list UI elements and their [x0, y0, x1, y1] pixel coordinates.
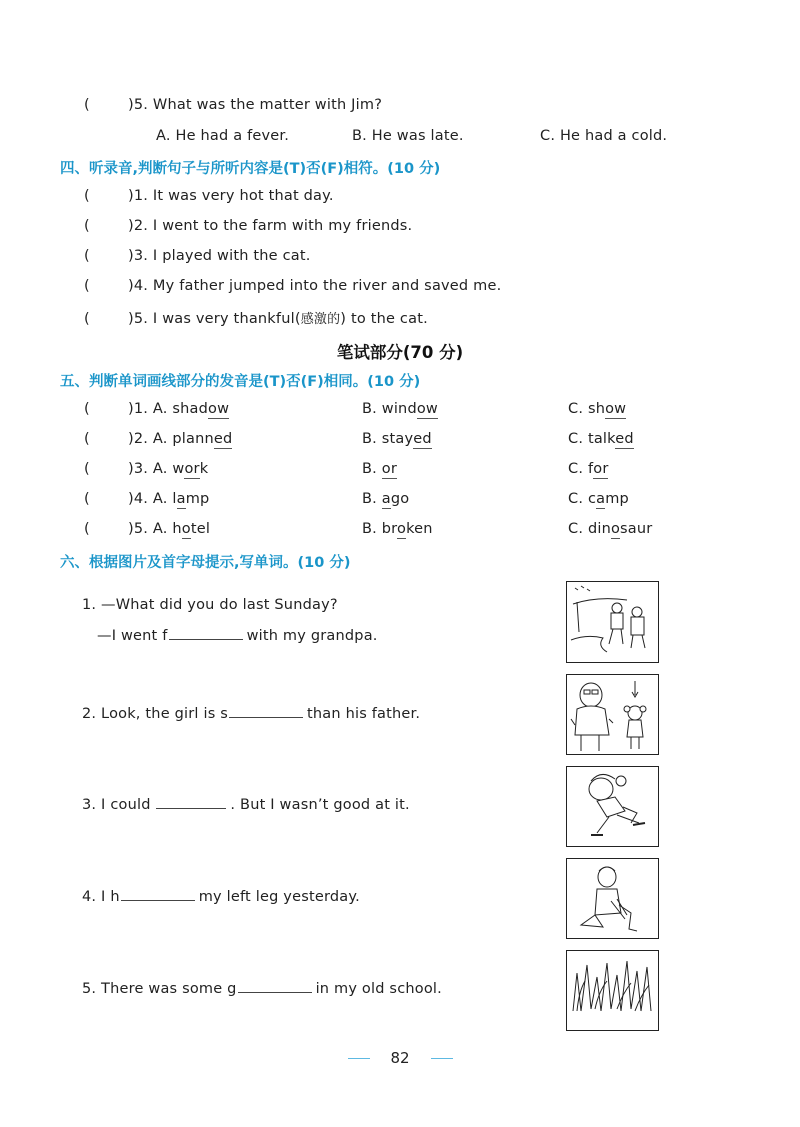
- underlined-letters: or: [593, 461, 609, 477]
- sec5-row-option-c: C. show: [568, 401, 627, 417]
- sec5-row-option-a: ( )5. A. hotel: [84, 521, 211, 537]
- sec5-row-option-c: C. dinosaur: [568, 521, 653, 537]
- sec6-q5: 5. There was some g in my old school.: [82, 981, 442, 997]
- sec4-item-5: ( )5. I was very thankful(感激的) to the cat.: [84, 311, 428, 327]
- hurt-leg-picture: [566, 858, 659, 939]
- sec4-item-1: ( )1. It was very hot that day.: [84, 188, 334, 204]
- underlined-letters: or: [381, 461, 398, 477]
- sec5-row-option-c: C. for: [568, 461, 609, 477]
- underlined-letters: ow: [208, 401, 230, 417]
- sec5-row-option-b: B. window: [362, 401, 438, 417]
- written-part-title: 笔试部分(70 分): [336, 343, 464, 362]
- page-number: 82: [390, 1049, 410, 1067]
- section-6-title: 六、根据图片及首字母提示,写单词。(10 分): [60, 555, 351, 571]
- q5-option-c: C. He had a cold.: [540, 128, 668, 144]
- sec5-row-option-c: C. talked: [568, 431, 634, 447]
- sec4-item-2: ( )2. I went to the farm with my friends.: [84, 218, 413, 234]
- sec5-row-option-c: C. camp: [568, 491, 629, 507]
- answer-blank[interactable]: [169, 627, 243, 640]
- underlined-letters: ed: [213, 431, 233, 447]
- q5-listening: ( )5. What was the matter with Jim?: [84, 97, 383, 113]
- sec5-row-option-b: B. or: [362, 461, 398, 477]
- answer-blank[interactable]: [121, 888, 195, 901]
- grass-picture: [566, 950, 659, 1031]
- sec6-q3: 3. I could . But I wasn’t good at it.: [82, 797, 410, 813]
- underlined-letters: o: [610, 521, 621, 537]
- sec6-q2: 2. Look, the girl is s than his father.: [82, 706, 421, 722]
- underlined-letters: a: [381, 491, 391, 507]
- sec5-row-option-a: ( )1. A. shadow: [84, 401, 230, 417]
- sec5-row-option-a: ( )2. A. planned: [84, 431, 233, 447]
- underlined-letters: ed: [615, 431, 634, 447]
- underlined-letters: a: [176, 491, 186, 507]
- sec5-row-option-b: B. ago: [362, 491, 410, 507]
- sec4-item-3: ( )3. I played with the cat.: [84, 248, 311, 264]
- underlined-letters: a: [596, 491, 606, 507]
- page-number-line-right: [431, 1058, 453, 1059]
- section-5-title: 五、判断单词画线部分的发音是(T)否(F)相同。(10 分): [60, 374, 421, 390]
- section-4-title: 四、听录音,判断句子与所听内容是(T)否(F)相符。(10 分): [60, 161, 441, 177]
- underlined-letters: ow: [416, 401, 438, 417]
- sec5-row-option-a: ( )4. A. lamp: [84, 491, 210, 507]
- underlined-letters: ed: [413, 431, 432, 447]
- sec6-q4: 4. I h my left leg yesterday.: [82, 889, 360, 905]
- man-and-girl-picture: [566, 674, 659, 755]
- sec6-q1-line1: 1. —What did you do last Sunday?: [82, 597, 338, 613]
- q5-option-a: A. He had a fever.: [156, 128, 290, 144]
- underlined-letters: ow: [605, 401, 627, 417]
- answer-blank[interactable]: [238, 980, 312, 993]
- underlined-letters: o: [397, 521, 407, 537]
- skating-picture: [566, 766, 659, 847]
- answer-blank[interactable]: [229, 705, 303, 718]
- sec6-q1-line2: —I went f with my grandpa.: [97, 628, 378, 644]
- sec4-item-4: ( )4. My father jumped into the river and saved me.: [84, 278, 502, 294]
- sec5-row-option-b: B. broken: [362, 521, 433, 537]
- fishing-picture: [566, 581, 659, 663]
- sec5-row-option-b: B. stayed: [362, 431, 432, 447]
- answer-blank[interactable]: [156, 796, 226, 809]
- sec5-row-option-a: ( )3. A. work: [84, 461, 209, 477]
- underlined-letters: o: [181, 521, 191, 537]
- underlined-letters: or: [184, 461, 200, 477]
- q5-option-b: B. He was late.: [352, 128, 464, 144]
